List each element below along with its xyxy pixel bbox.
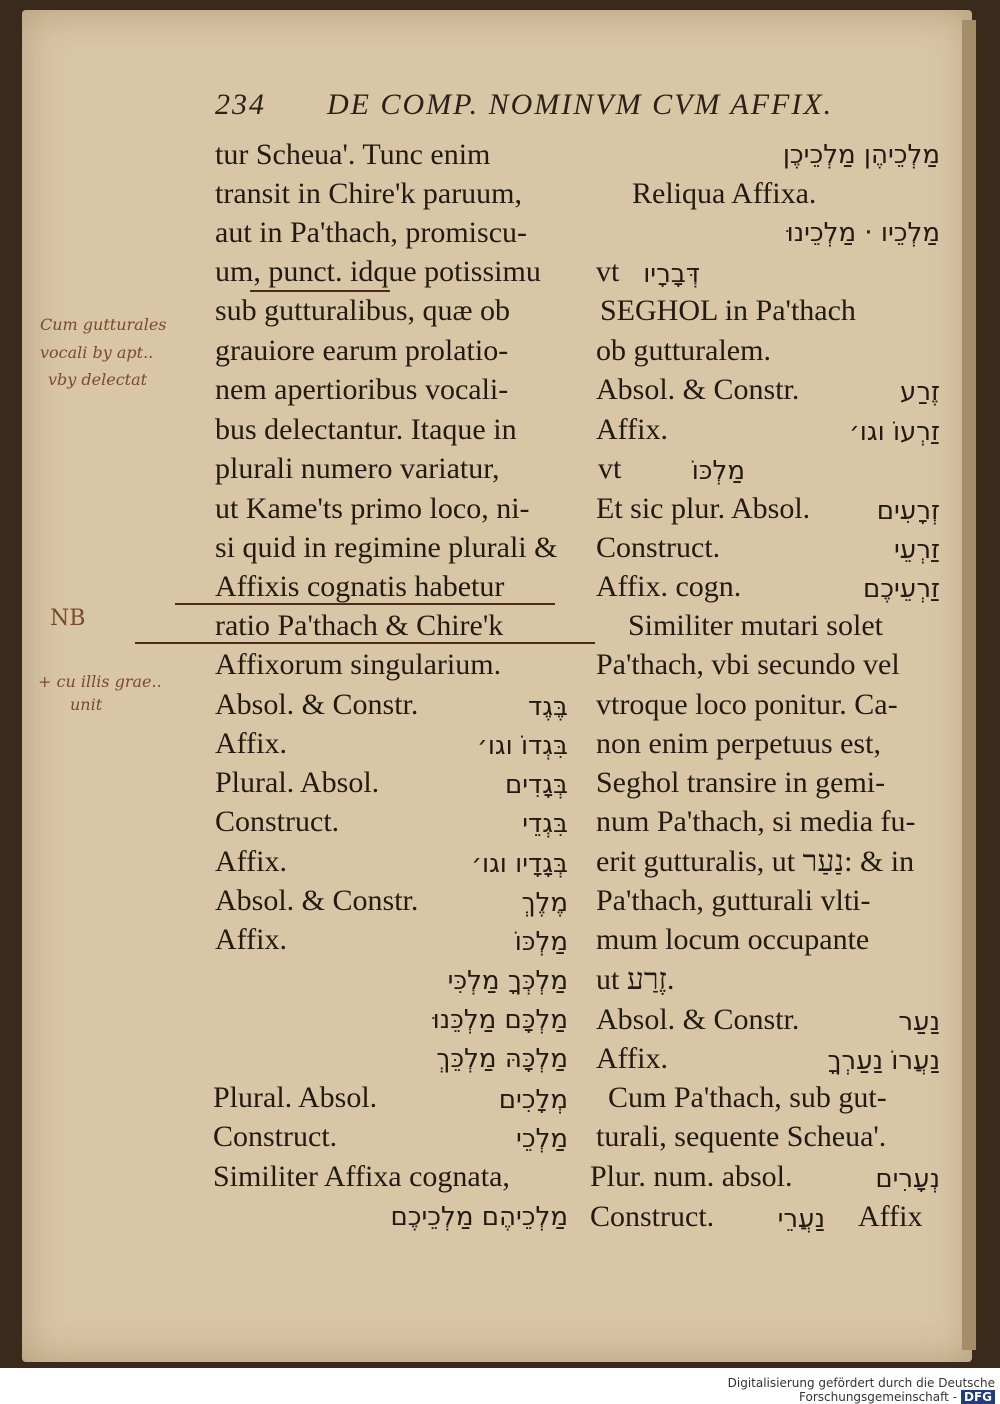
left-line: Absol. & Constr. xyxy=(215,884,419,917)
left-line: Construct. xyxy=(213,1120,338,1153)
right-line: Cum Pa'thach, sub gut- xyxy=(608,1081,887,1114)
hebrew-word: מַלְכּוֹ xyxy=(514,927,568,957)
left-line: bus delectantur. Itaque in xyxy=(215,413,517,446)
right-line: Pa'thach, vbi secundo vel xyxy=(596,648,900,681)
hebrew-word: מַלְכּוֹ xyxy=(691,456,745,486)
hebrew-word: מַלְכְּךָ מַלְכִּי xyxy=(447,966,568,996)
left-line: Affix. xyxy=(215,923,287,956)
hebrew-word: זְרָעִים xyxy=(876,496,940,526)
right-line: non enim perpetuus est, xyxy=(596,727,881,760)
right-line: Pa'thach, gutturali vlti- xyxy=(596,884,871,917)
left-line: tur Scheua'. Tunc enim xyxy=(215,138,491,171)
running-header xyxy=(215,88,945,128)
right-line: SEGHOL in Pa'thach xyxy=(600,294,856,327)
hebrew-word: נְעָרִים xyxy=(875,1164,940,1194)
hebrew-word: בִּגְדוֹ וגו׳ xyxy=(477,731,568,761)
hebrew-word: זַרְעֵיכֶם xyxy=(862,574,940,604)
left-line: sub gutturalibus, quæ ob xyxy=(215,294,511,327)
margin-note: vocali by apt.. xyxy=(40,343,154,362)
running-title: DE COMP. NOMINVM CVM AFFIX. xyxy=(327,88,834,121)
hebrew-word: בְּגָדִים xyxy=(504,770,568,800)
margin-note: Cum gutturales xyxy=(40,315,167,334)
left-line: Plural. Absol. xyxy=(213,1081,378,1114)
ink-underline xyxy=(250,290,390,292)
right-line: Affix. cogn. xyxy=(596,570,742,603)
left-line: um, punct. idque potissimu xyxy=(215,255,541,288)
right-line: num Pa'thach, si media fu- xyxy=(596,805,916,838)
dfg-logo: DFG xyxy=(961,1390,995,1404)
right-line: Plur. num. absol. xyxy=(590,1160,793,1193)
right-line: Affix xyxy=(858,1200,923,1233)
right-line: Absol. & Constr. xyxy=(596,373,800,406)
hebrew-word: בְּגָדָיו וגו׳ xyxy=(471,849,568,879)
hebrew-word: מַלְכֵיהֶם מַלְכֵיכֶם xyxy=(390,1202,568,1232)
right-line: vt xyxy=(598,452,622,485)
left-line: Construct. xyxy=(215,805,340,838)
right-line: vtroque loco ponitur. Ca- xyxy=(596,688,898,721)
right-line: Et sic plur. Absol. xyxy=(596,492,811,525)
hebrew-word: דְּבָרָיו xyxy=(643,259,700,289)
left-line: Similiter Affixa cognata, xyxy=(213,1160,510,1193)
hebrew-word: מַלְכֵי xyxy=(516,1124,568,1154)
right-line: ut זֶרַע. xyxy=(596,963,675,996)
hebrew-word: מֶלֶךְ xyxy=(521,888,568,918)
right-line: Construct. xyxy=(596,531,721,564)
right-line: Absol. & Constr. xyxy=(596,1003,800,1036)
page-number: 234 xyxy=(215,88,266,121)
page-edge xyxy=(962,20,976,1350)
margin-note: + cu illis grae.. xyxy=(38,672,162,691)
right-line: vt xyxy=(596,255,620,288)
credit-text: Digitalisierung gefördert durch die Deutsche Forschungsgemeinschaft - xyxy=(727,1376,995,1404)
hebrew-word: זַרְעֵי xyxy=(893,535,940,565)
margin-note: unit xyxy=(70,695,103,714)
digitization-credit xyxy=(600,1376,995,1404)
left-line: Affix. xyxy=(215,727,287,760)
margin-note: vby delectat xyxy=(48,370,148,389)
hebrew-word: זֶרַע xyxy=(900,377,940,407)
right-line: ob gutturalem. xyxy=(596,334,771,367)
hebrew-word: נַעַר xyxy=(898,1007,940,1037)
hebrew-word: בִּגְדֵי xyxy=(522,809,568,839)
left-line: nem apertioribus vocali- xyxy=(215,373,509,406)
hebrew-word: מַלְכָּהּ מַלְכֵּךְ xyxy=(436,1044,568,1074)
right-line: Seghol transire in gemi- xyxy=(596,766,886,799)
right-line: Affix. xyxy=(596,1042,668,1075)
left-line: si quid in regimine plurali & xyxy=(215,531,558,564)
right-line: Reliqua Affixa. xyxy=(632,177,817,210)
left-line: Absol. & Constr. xyxy=(215,688,419,721)
left-line: aut in Pa'thach, promiscu- xyxy=(215,216,527,249)
left-line: transit in Chire'k paruum, xyxy=(215,177,523,210)
hebrew-word: מַלְכֵיו · מַלְכֵינוּ xyxy=(786,218,940,248)
hebrew-word: זַרְעוֹ וגו׳ xyxy=(849,417,940,447)
hebrew-word: נַעֲרֵי xyxy=(777,1204,825,1234)
left-line: grauiore earum prolatio- xyxy=(215,334,509,367)
right-line: Construct. xyxy=(590,1200,715,1233)
hebrew-word: נַעֲרוֹ נַעַרְךָ xyxy=(827,1046,940,1076)
ink-underline xyxy=(135,642,595,644)
left-line: Affixis cognatis habetur xyxy=(215,570,505,603)
ink-underline xyxy=(175,603,555,605)
right-line: erit gutturalis, ut נַעַר: & in xyxy=(596,845,915,878)
left-line: Plural. Absol. xyxy=(215,766,380,799)
right-line: Affix. xyxy=(596,413,668,446)
hebrew-word: מַלְכָּם מַלְכֵּנוּ xyxy=(432,1005,568,1035)
hebrew-word: מַלְכֵיהֶן מַלְכֵיכֶן xyxy=(782,140,940,170)
hebrew-word: בֶּגֶד xyxy=(528,692,568,722)
left-line: ut Kame'ts primo loco, ni- xyxy=(215,492,530,525)
margin-note-nb: NB xyxy=(50,606,86,631)
left-line: Affix. xyxy=(215,845,287,878)
hebrew-word: מְלָכִים xyxy=(498,1085,568,1115)
left-line: Affixorum singularium. xyxy=(215,648,502,681)
right-line: Similiter mutari solet xyxy=(628,609,883,642)
left-line: ratio Pa'thach & Chire'k xyxy=(215,609,504,642)
right-line: turali, sequente Scheua'. xyxy=(596,1120,887,1153)
right-line: mum locum occupante xyxy=(596,923,870,956)
left-line: plurali numero variatur, xyxy=(215,452,500,485)
